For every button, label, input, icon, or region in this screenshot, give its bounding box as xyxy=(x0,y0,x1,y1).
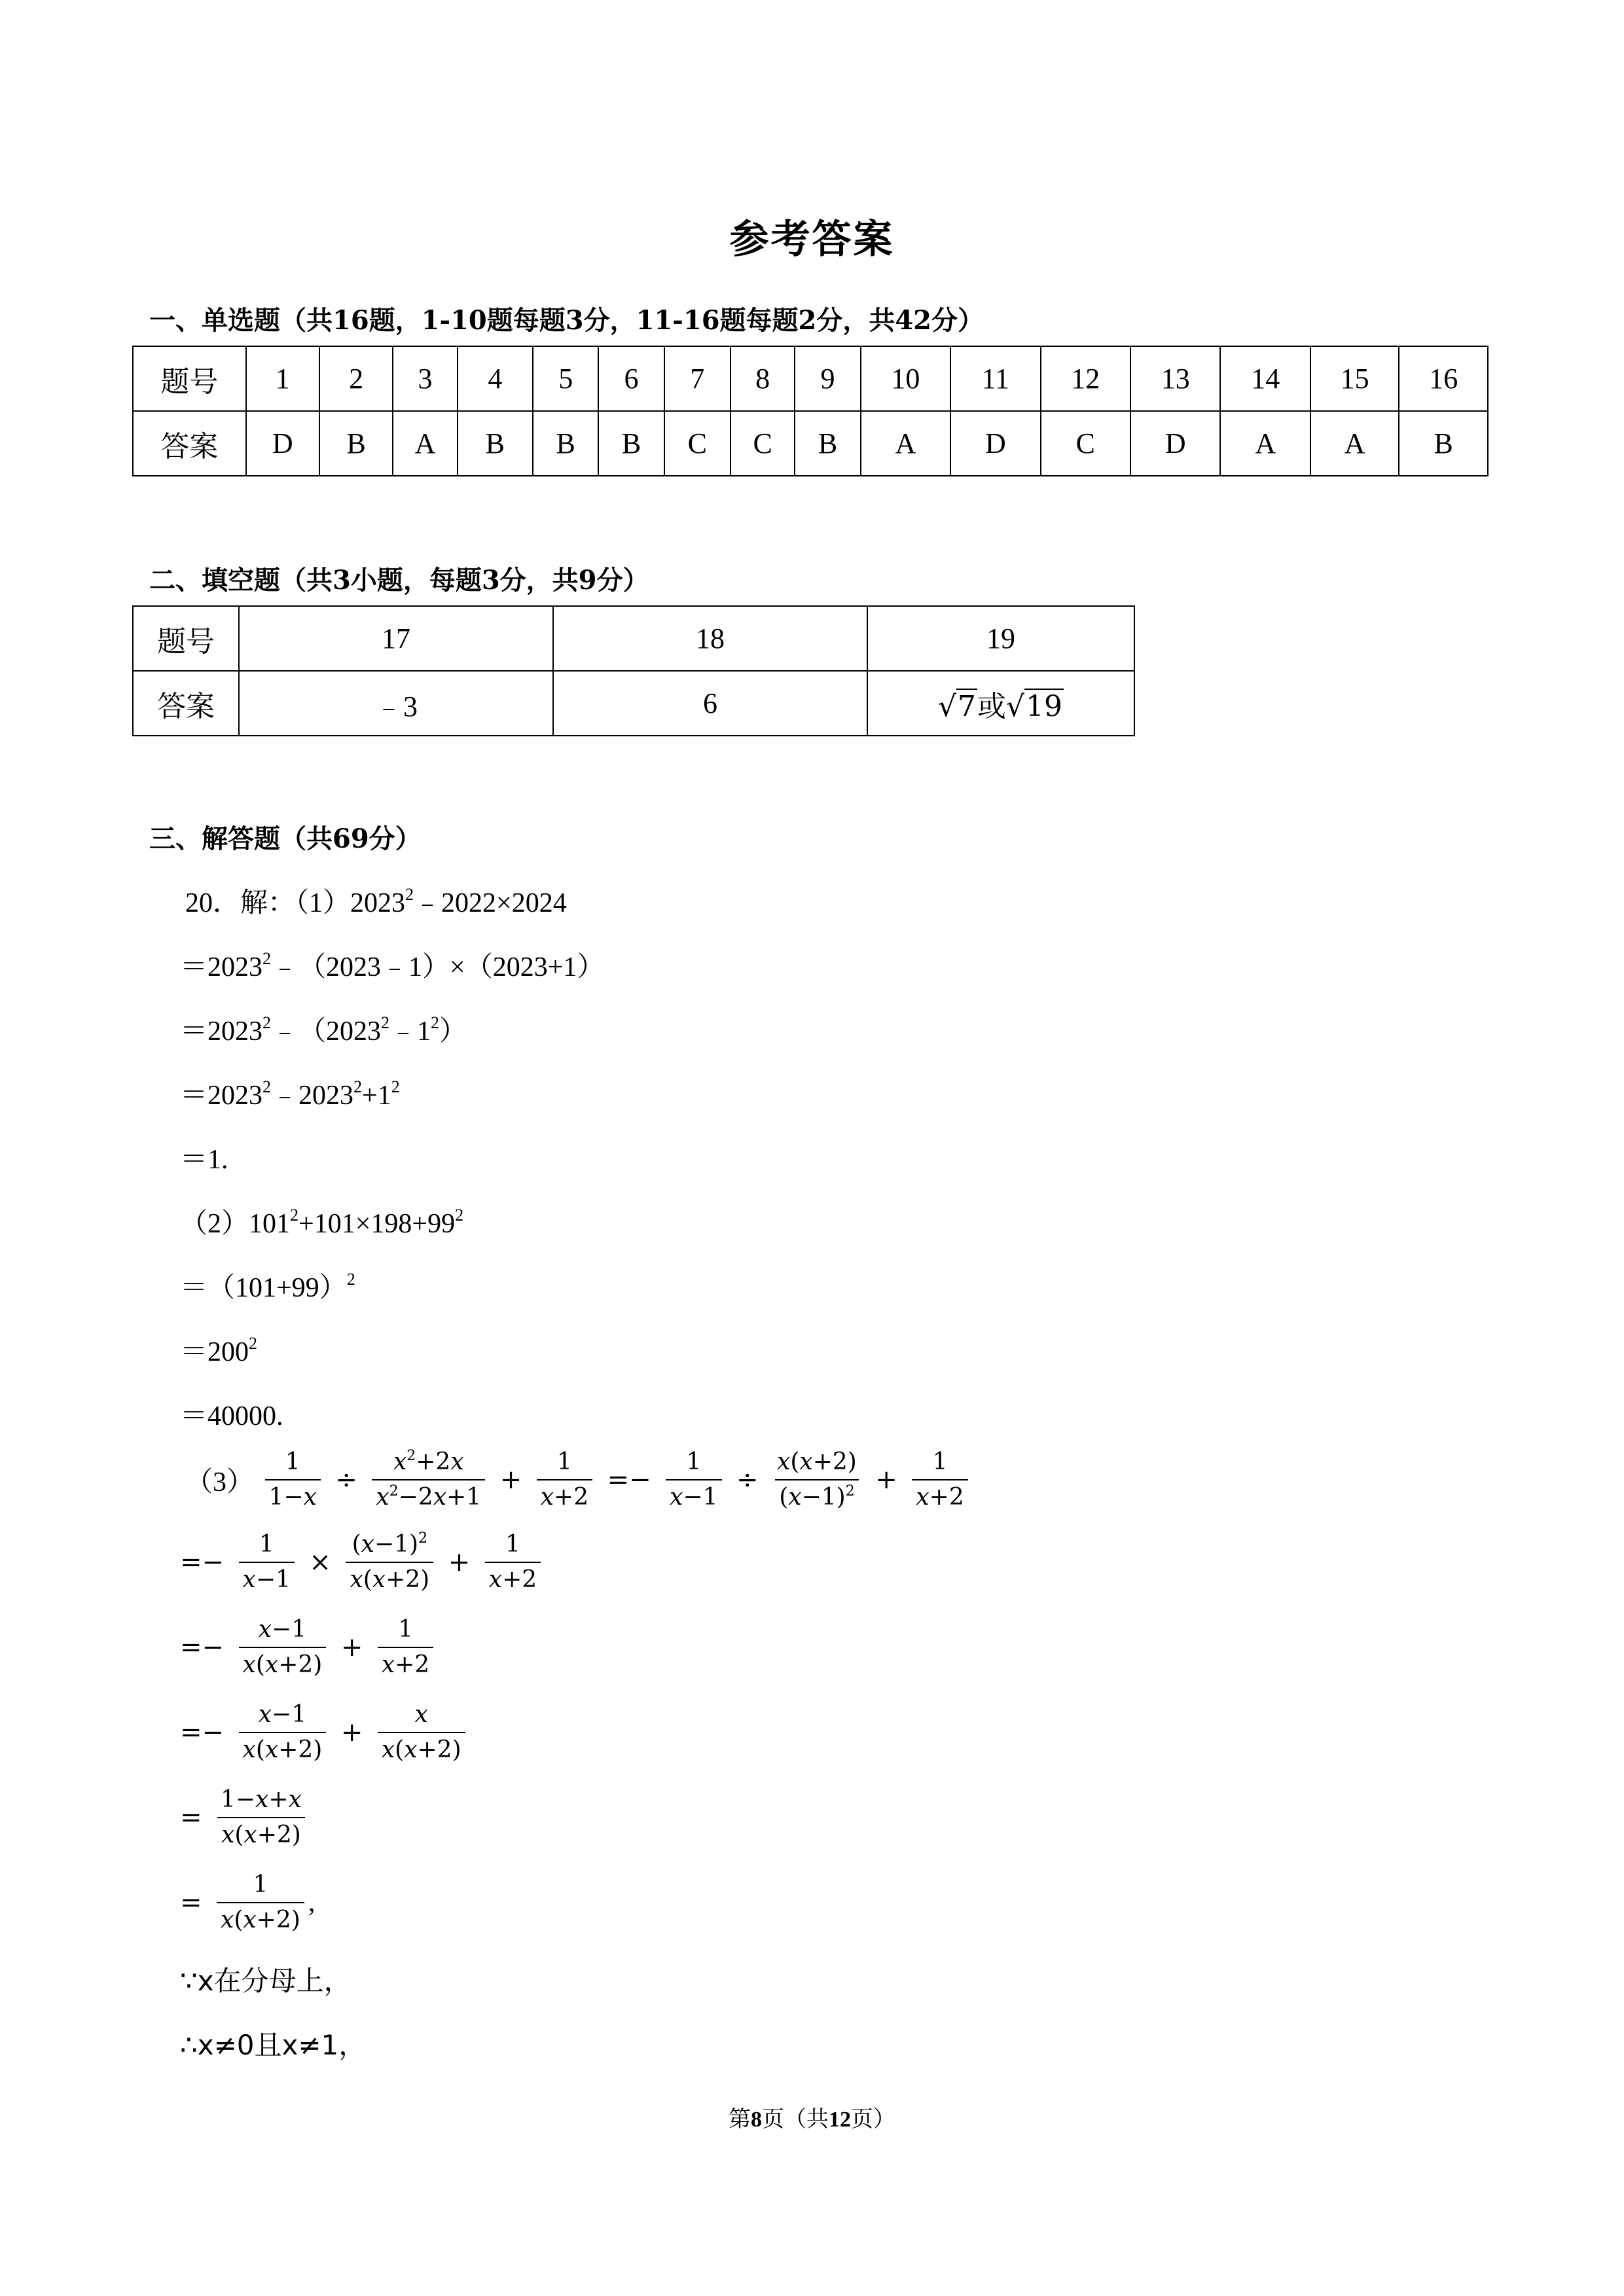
multiple-choice-answer-table xyxy=(132,346,1489,476)
fill-in-answer-table xyxy=(132,605,1135,736)
solution-line: $=2023^2﹣2023^2+1^2$ xyxy=(180,1077,400,1111)
or-joiner: 或 xyxy=(977,689,1006,723)
question-number: 2 xyxy=(319,346,393,411)
solution-line-fraction: =− $\frac{1}{x-1}$ × $\frac{(x-1)^2}{x(x+2)}$ + $\frac{1}{x+2}$ xyxy=(180,1530,545,1594)
solution-line-fraction: = $\frac{1}{x(x+2)}$ , xyxy=(180,1871,316,1933)
answer-cell: C xyxy=(664,411,731,476)
row-label: 答案 xyxy=(133,671,239,736)
question-number: 11 xyxy=(950,346,1040,411)
solution-line: $=200^2$ xyxy=(180,1334,258,1367)
row-label: 题号 xyxy=(133,346,246,411)
question-number: 15 xyxy=(1310,346,1399,411)
answer-cell: B xyxy=(795,411,860,476)
question-number: 18 xyxy=(553,606,867,671)
question-number: 14 xyxy=(1220,346,1310,411)
question-number: 5 xyxy=(533,346,598,411)
answer-cell: ﹣3 xyxy=(239,671,553,736)
section2-heading: 二、填空题（共3小题，每题3分，共9分） xyxy=(149,565,649,596)
fraction: $\frac{x}{x(x+2)}$ xyxy=(378,1700,465,1765)
question-number-row xyxy=(133,346,1488,411)
page-footer: 第8页（共12页） xyxy=(729,2106,895,2132)
solution-line-fraction: （3） $\frac{1}{1-x}$ ÷ $\frac{x^2+2x}{x^2-2x+1}$ + $\frac{1}{x+2}$ =− $\frac{1}{x-1}$ ÷ $\frac{x(x+2)}{(x-1)^2}$ + $\frac{1}{x+2}$ xyxy=(185,1448,972,1512)
fraction: $\frac{1}{x+2}$ xyxy=(378,1615,433,1679)
answer-cell: B xyxy=(1399,411,1488,476)
solution-line: 20．解：$(1)2023^2﹣2022\times 2024$ xyxy=(185,885,567,918)
answer-cell: C xyxy=(1041,411,1130,476)
solution-line-fraction: =− $\frac{x-1}{x(x+2)}$ + $\frac{x}{x(x+2)}$ xyxy=(180,1700,469,1765)
page-title: 参考答案 xyxy=(729,217,895,262)
fraction: $\frac{x-1}{x(x+2)}$ xyxy=(239,1700,327,1765)
section3-heading: 三、解答题（共69分） xyxy=(149,823,422,854)
answer-cell: B xyxy=(598,411,664,476)
fraction: $\frac{(x-1)^2}{x(x+2)}$ xyxy=(346,1530,433,1594)
question-number: 6 xyxy=(598,346,664,411)
question-number: 16 xyxy=(1399,346,1488,411)
answer-cell: B xyxy=(533,411,598,476)
row-label: 答案 xyxy=(133,411,246,476)
sqrt-expression: √7 xyxy=(937,689,976,723)
question-number: 10 xyxy=(861,346,950,411)
solution-line: $=2023^2﹣(2023^2﹣1^2)$ xyxy=(180,1013,467,1047)
question-number-row xyxy=(133,606,1134,671)
question-number: 7 xyxy=(664,346,731,411)
solution-line: $=(101+99)^2$ xyxy=(180,1270,355,1303)
question-number: 3 xyxy=(393,346,457,411)
answer-cell: A xyxy=(1310,411,1399,476)
answer-cell: D xyxy=(246,411,319,476)
answer-cell: C xyxy=(731,411,795,476)
question-number: 17 xyxy=(239,606,553,671)
solution-line-fraction: = $\frac{1-x+x}{x(x+2)}$ xyxy=(180,1785,310,1850)
question-number: 4 xyxy=(458,346,533,411)
solution-line: $(2)101^2+101\times 198+99^2$ xyxy=(180,1206,464,1239)
answer-row xyxy=(133,671,1134,736)
fraction: $\frac{1}{x+2}$ xyxy=(912,1448,967,1512)
solution-line: ＝40000. xyxy=(180,1401,283,1431)
fraction: $\frac{1}{x-1}$ xyxy=(239,1530,295,1594)
fraction: $\frac{x^2+2x}{x^2-2x+1}$ xyxy=(372,1448,485,1512)
answer-cell: B xyxy=(458,411,533,476)
answer-cell: 6 xyxy=(553,671,867,736)
answer-cell: A xyxy=(393,411,457,476)
solution-line: ∴x≠0且x≠1， xyxy=(180,2029,367,2061)
solution-line: ∵x在分母上， xyxy=(180,1965,352,1997)
answer-cell: A xyxy=(1220,411,1310,476)
sqrt-expression: √19 xyxy=(1006,689,1063,723)
question-number: 1 xyxy=(246,346,319,411)
fraction: $\frac{1-x+x}{x(x+2)}$ xyxy=(217,1785,306,1850)
question-number: 9 xyxy=(795,346,860,411)
fraction: $\frac{x-1}{x(x+2)}$ xyxy=(239,1615,327,1679)
fraction: $\frac{1}{x+2}$ xyxy=(537,1448,592,1512)
answer-cell: D xyxy=(1130,411,1220,476)
answer-cell xyxy=(867,671,1134,736)
fraction: $\frac{1}{1-x}$ xyxy=(265,1448,321,1512)
solution-line-fraction: =− $\frac{x-1}{x(x+2)}$ + $\frac{1}{x+2}$ xyxy=(180,1615,437,1679)
answer-cell: D xyxy=(950,411,1040,476)
fraction: $\frac{x(x+2)}{(x-1)^2}$ xyxy=(773,1448,861,1512)
fraction: $\frac{1}{x+2}$ xyxy=(485,1530,541,1594)
solution-line: $=2023^2﹣(2023﹣1)\times(2023+1)$ xyxy=(180,949,605,982)
question-number: 12 xyxy=(1041,346,1130,411)
row-label: 题号 xyxy=(133,606,239,671)
question-number: 8 xyxy=(731,346,795,411)
fraction: $\frac{1}{x(x+2)}$ xyxy=(217,1871,304,1935)
question-number: 13 xyxy=(1130,346,1220,411)
answer-cell: A xyxy=(861,411,950,476)
solution-line: ＝1. xyxy=(180,1145,228,1175)
answer-cell: B xyxy=(319,411,393,476)
section1-heading: 一、单选题（共16题，1-10题每题3分，11-16题每题2分，共42分） xyxy=(149,305,984,336)
answer-row xyxy=(133,411,1488,476)
question-number: 19 xyxy=(867,606,1134,671)
fraction: $\frac{1}{x-1}$ xyxy=(666,1448,721,1512)
